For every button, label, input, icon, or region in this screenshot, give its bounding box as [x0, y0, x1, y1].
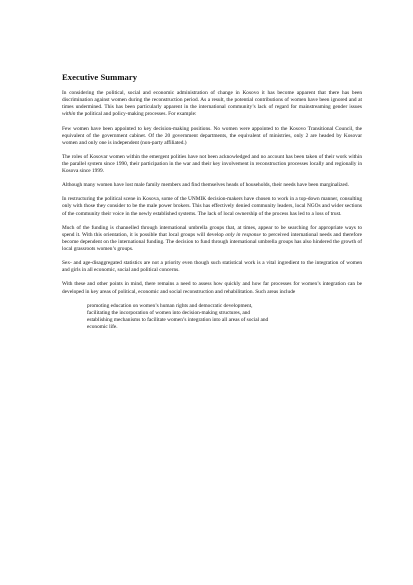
focus-areas-list — [62, 303, 362, 332]
paragraph-intro-text: In considering the political, social and economic administration of change in Kosovo it has become apparent that there has been discrimination against women during the reconstruction period. As a result, the potential contributions of women have been ignored and at times undermined. This has been particularly apparent in the international community’s lack of regard for mainstreaming gender issues — [62, 90, 362, 111]
paragraph-funding-emphasis: only in response — [225, 231, 261, 238]
paragraph-intro-end: the political and policy-making processes. For example: — [76, 111, 197, 118]
paragraph-statistics: Sex- and age-disaggregated statistics are not a priority even though such statistical work is a vital ingredient to the integration of women and girls in all economic, social and political concerns. — [62, 260, 362, 274]
paragraph-conclusion: With these and other points in mind, there remains a need to assess how quickly and how far processes for women’s integration can be developed in key areas of political, economic and social reconstruction and rehabilitation. Such areas include — [62, 281, 362, 295]
focus-area-item: economic life. — [87, 324, 118, 331]
paragraph-intro — [62, 90, 362, 119]
focus-area-item: establishing mechanisms to facilitate women’s integration into all areas of social and — [87, 316, 269, 323]
executive-summary-page — [62, 72, 362, 331]
paragraph-funding-end: to perceived international needs and therefore become dependent on the international funding. The decision to fund through international umbrella groups has also hindered the growth of local grassroots women’s groups. — [62, 231, 363, 253]
paragraph-roles: The roles of Kosovar women within the emergent polities have not been acknowledged and no account has been taken of their work within the parallel system since 1990, their participation in the war and their key involvement in reconstruction processes locally and regionally in Kosova since 1999. — [62, 153, 362, 175]
focus-area-item: facilitating the incorporation of women into decision-making structures, and — [87, 309, 251, 316]
paragraph-restructuring: In restructuring the political scene in Kosova, some of the UNMIK decision-makers have chosen to work in a top-down manner, consulting only with those they consider to be the male power brokers. This has effectively denied community leaders, local NGOs and wider sections of the community their voice in the newly established systems. The lack of local ownership of the process has led to a loss of trust. — [62, 196, 362, 217]
section-title: Executive Summary — [62, 72, 138, 82]
paragraph-households: Although many women have lost male family members and find themselves heads of households, their needs have been marginalized. — [62, 182, 349, 189]
paragraph-appointments: Few women have been appointed to key decision-making positions. No women were appointed to the Kosovo Transitional Council, the equivalent of the government cabinet. Of the 20 government departments, the equivalent of ministries, only 2 are headed by Kosovar women and only one is independent (non-party affiliated.) — [62, 125, 362, 146]
focus-area-item: promoting education on women’s human rights and democratic development, — [87, 302, 253, 309]
paragraph-funding — [62, 225, 362, 254]
paragraph-intro-emphasis: within — [62, 111, 76, 118]
paragraph-funding-text: Much of the funding is channelled through international umbrella groups that, at times, appear to be searching for appropriate ways to spend it. With this orientation, it is possible that local groups will develop — [62, 224, 362, 238]
